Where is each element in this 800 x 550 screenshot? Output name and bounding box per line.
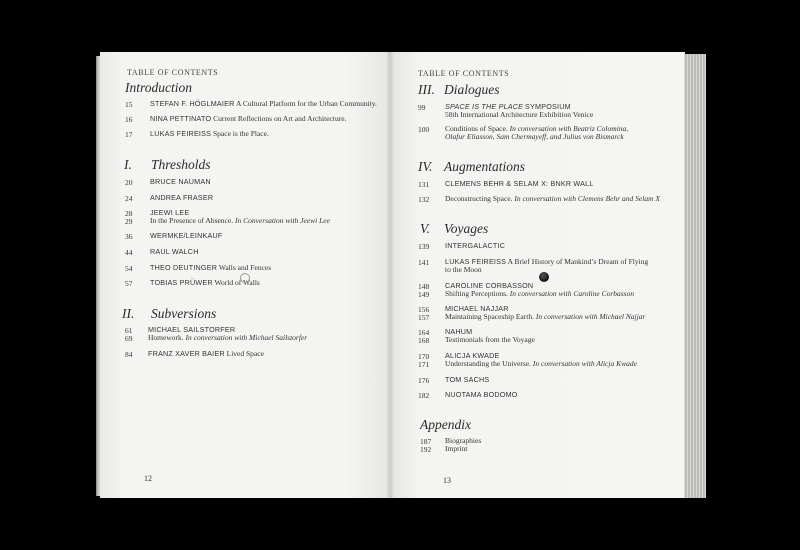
toc-entry-author: MICHAEL NAJJAR bbox=[445, 304, 509, 313]
toc-entry-author: RAUL WALCH bbox=[150, 247, 199, 256]
toc-entry: Imprint bbox=[445, 444, 468, 453]
entry-number: 168 bbox=[418, 336, 430, 345]
toc-entry-author: ALICJA KWADE bbox=[445, 351, 500, 360]
toc-entry: THEO DEUTINGER Walls and Fences bbox=[150, 263, 272, 272]
toc-entry-cont: Olafur Eliasson, Sam Chermayeff, and Julius von Bismarck bbox=[445, 132, 624, 141]
entry-number: 44 bbox=[125, 248, 133, 257]
section-roman-numeral: III. bbox=[418, 82, 435, 97]
toc-entry: Shifting Perceptions. In conversation with Caroline Corbasson bbox=[445, 289, 635, 298]
entry-number: 182 bbox=[418, 391, 430, 400]
toc-entry: Conditions of Space. In conversation with Beatriz Colomina, bbox=[445, 124, 629, 133]
section-title-dialogues: Dialogues bbox=[444, 82, 500, 97]
section-roman-numeral: I. bbox=[124, 157, 132, 172]
entry-number: 149 bbox=[418, 290, 430, 299]
entry-number: 99 bbox=[418, 103, 426, 112]
entry-number: 192 bbox=[420, 445, 432, 454]
toc-entry: Biographies bbox=[445, 436, 482, 445]
toc-entry: TOBIAS PRÜWER World of Walls bbox=[150, 278, 260, 287]
section-title-subversions: Subversions bbox=[151, 306, 217, 321]
entry-number: 176 bbox=[418, 376, 430, 385]
toc-entry: STEFAN F. HÖGLMAIER A Cultural Platform for the Urban Community. bbox=[150, 99, 377, 108]
entry-number: 141 bbox=[418, 258, 430, 267]
toc-entry-subtitle: 58th International Architecture Exhibition Venice bbox=[445, 110, 594, 119]
toc-entry: In the Presence of Absence. In Conversation with Jeewi Lee bbox=[150, 216, 330, 225]
section-roman-numeral: II. bbox=[122, 306, 135, 321]
book-gutter bbox=[386, 52, 394, 498]
entry-number: 164 bbox=[418, 328, 430, 337]
toc-entry: LUKAS FEIREISS A Brief History of Mankind’s Dream of Flying bbox=[445, 257, 649, 266]
section-roman-numeral: IV. bbox=[418, 159, 433, 174]
entry-number: 148 bbox=[418, 282, 430, 291]
section-roman-numeral: V. bbox=[420, 221, 430, 236]
section-title-augmentations: Augmentations bbox=[444, 159, 525, 174]
section-title-appendix: Appendix bbox=[420, 417, 471, 432]
toc-entry-author: INTERGALACTIC bbox=[445, 241, 506, 250]
entry-number: 84 bbox=[125, 350, 133, 359]
toc-entry-author: CLEMENS BEHR & SELAM X: BNKR WALL bbox=[445, 179, 594, 188]
toc-entry-author: NUOTAMA BODOMO bbox=[445, 390, 518, 399]
page-number-left: 12 bbox=[144, 474, 152, 483]
entry-number: 36 bbox=[125, 232, 133, 241]
entry-number: 156 bbox=[418, 305, 430, 314]
toc-entry-author: ANDREA FRASER bbox=[150, 193, 214, 202]
entry-number: 29 bbox=[125, 217, 133, 226]
entry-number: 170 bbox=[418, 352, 430, 361]
page-number-right: 13 bbox=[443, 476, 451, 485]
entry-number: 171 bbox=[418, 360, 430, 369]
entry-number: 157 bbox=[418, 313, 430, 322]
entry-number: 69 bbox=[125, 334, 133, 343]
entry-number: 187 bbox=[420, 437, 432, 446]
toc-entry: Testimonials from the Voyage bbox=[445, 335, 535, 344]
toc-entry: FRANZ XAVER BAIER Lived Space bbox=[148, 349, 264, 358]
toc-heading-right: TABLE OF CONTENTS bbox=[418, 69, 510, 78]
toc-entry-author: BRUCE NAUMAN bbox=[150, 177, 211, 186]
toc-entry: Deconstructing Space. In conversation with Clemens Behr and Selam X bbox=[445, 194, 660, 203]
entry-number: 24 bbox=[125, 194, 133, 203]
entry-number: 100 bbox=[418, 125, 430, 134]
section-title-thresholds: Thresholds bbox=[151, 157, 211, 172]
section-title-voyages: Voyages bbox=[444, 221, 489, 236]
entry-number: 61 bbox=[125, 326, 133, 335]
toc-entry: NINA PETTINATO Current Reflections on Art and Architecture. bbox=[150, 114, 347, 123]
toc-entry-author: WERMKE/LEINKAUF bbox=[150, 231, 223, 240]
toc-entry-author: MICHAEL SAILSTORFER bbox=[148, 325, 236, 334]
entry-number: 17 bbox=[125, 130, 133, 139]
entry-number: 132 bbox=[418, 195, 430, 204]
section-title-introduction: Introduction bbox=[125, 80, 192, 95]
toc-entry-author: CAROLINE CORBASSON bbox=[445, 281, 534, 290]
toc-entry-author: JEEWI LEE bbox=[150, 208, 190, 217]
entry-number: 131 bbox=[418, 180, 430, 189]
toc-entry: Homework. In conversation with Michael Sailstorfer bbox=[148, 333, 308, 342]
entry-number: 57 bbox=[125, 279, 133, 288]
entry-number: 54 bbox=[125, 264, 133, 273]
entry-number: 20 bbox=[125, 178, 133, 187]
toc-entry-author: TOM SACHS bbox=[445, 375, 490, 384]
entry-number: 15 bbox=[125, 100, 133, 109]
toc-entry: LUKAS FEIREISS Space is the Place. bbox=[150, 129, 269, 138]
toc-entry-cont: to the Moon bbox=[445, 265, 482, 274]
paper-mark bbox=[240, 273, 250, 283]
book-right-edge bbox=[684, 54, 706, 498]
toc-entry-author: NAHUM bbox=[445, 327, 473, 336]
toc-heading-left: TABLE OF CONTENTS bbox=[127, 68, 219, 77]
moon-dot bbox=[539, 272, 549, 282]
entry-number: 139 bbox=[418, 242, 430, 251]
toc-entry: Maintaining Spaceship Earth. In conversation with Michael Najjar bbox=[445, 312, 646, 321]
entry-number: 16 bbox=[125, 115, 133, 124]
toc-entry: Understanding the Universe. In conversation with Alicja Kwade bbox=[445, 359, 637, 368]
entry-number: 28 bbox=[125, 209, 133, 218]
toc-entry: SPACE IS THE PLACE SYMPOSIUM bbox=[445, 102, 571, 111]
